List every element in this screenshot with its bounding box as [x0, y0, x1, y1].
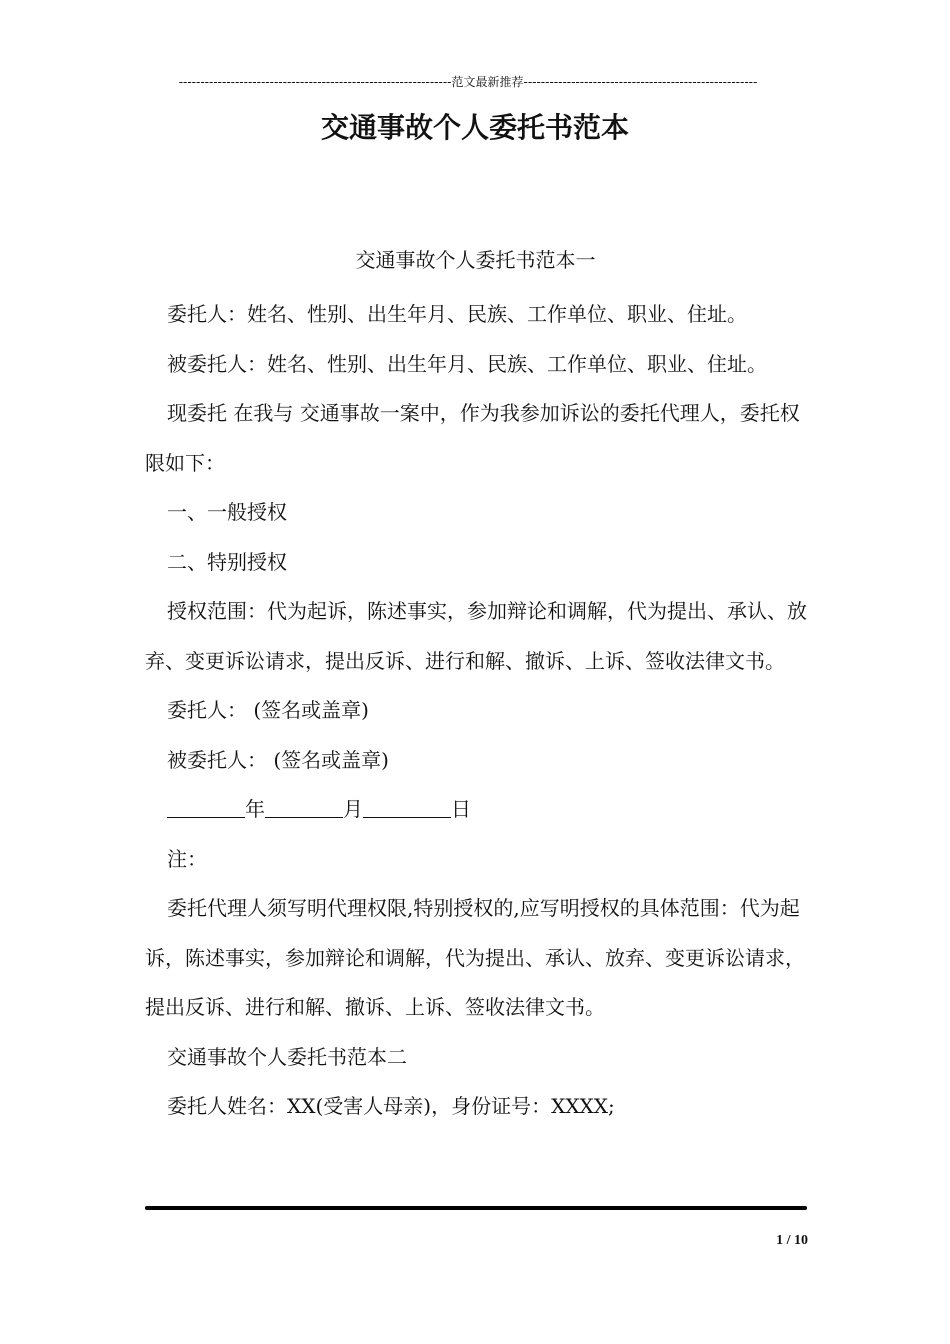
note-label: 注： — [167, 846, 207, 871]
document-title: 交通事故个人委托书范本 — [320, 111, 629, 144]
year-blank — [167, 793, 245, 818]
header-banner: ---------------------------------------------------------------范文最新推荐------------------------------------------------------ — [178, 75, 758, 89]
paragraph-entrust: 现委托 在我与 交通事故一案中，作为我参加诉讼的委托代理人，委托权限如下： — [145, 401, 800, 475]
paragraph-client: 委托人：姓名、性别、出生年月、民族、工作单位、职业、住址。 — [167, 302, 747, 326]
paragraph-scope: 授权范围：代为起诉，陈述事实，参加辩论和调解，代为提出、承认、放弃、变更诉讼请求，提出反诉、进行和解、撤诉、上诉、签收法律文书。 — [145, 599, 807, 673]
section-title-2: 交通事故个人委托书范本二 — [167, 1044, 407, 1069]
paragraph-agent: 被委托人：姓名、性别、出生年月、民族、工作单位、职业、住址。 — [167, 351, 767, 376]
paragraph-agent-sign: 被委托人： (签名或盖章) — [167, 747, 389, 772]
document-body — [145, 290, 809, 1132]
date-line — [145, 785, 809, 835]
paragraph-client-sign: 委托人： (签名或盖章) — [167, 698, 369, 722]
paragraph-general-auth: 一、一般授权 — [167, 500, 287, 524]
section-title-1: 交通事故个人委托书范本一 — [355, 248, 596, 272]
paragraph-special-auth: 二、特别授权 — [167, 549, 287, 574]
month-label: 月 — [343, 797, 363, 821]
month-blank — [265, 793, 343, 818]
section2-client-line: 委托人姓名：XX(受害人母亲)，身份证号：XXXX; — [167, 1094, 615, 1118]
footer-rule — [145, 1206, 807, 1210]
day-blank — [363, 793, 451, 818]
note-text: 委托代理人须写明代理权限,特别授权的,应写明授权的具体范围：代为起诉，陈述事实，参加辩论和调解，代为提出、承认、放弃、变更诉讼请求，提出反诉、进行和解、撤诉、上诉、签收法律文书。 — [145, 896, 805, 1019]
day-label: 日 — [451, 797, 471, 821]
year-label: 年 — [245, 797, 265, 821]
page-number: 1 / 10 — [776, 1233, 808, 1248]
